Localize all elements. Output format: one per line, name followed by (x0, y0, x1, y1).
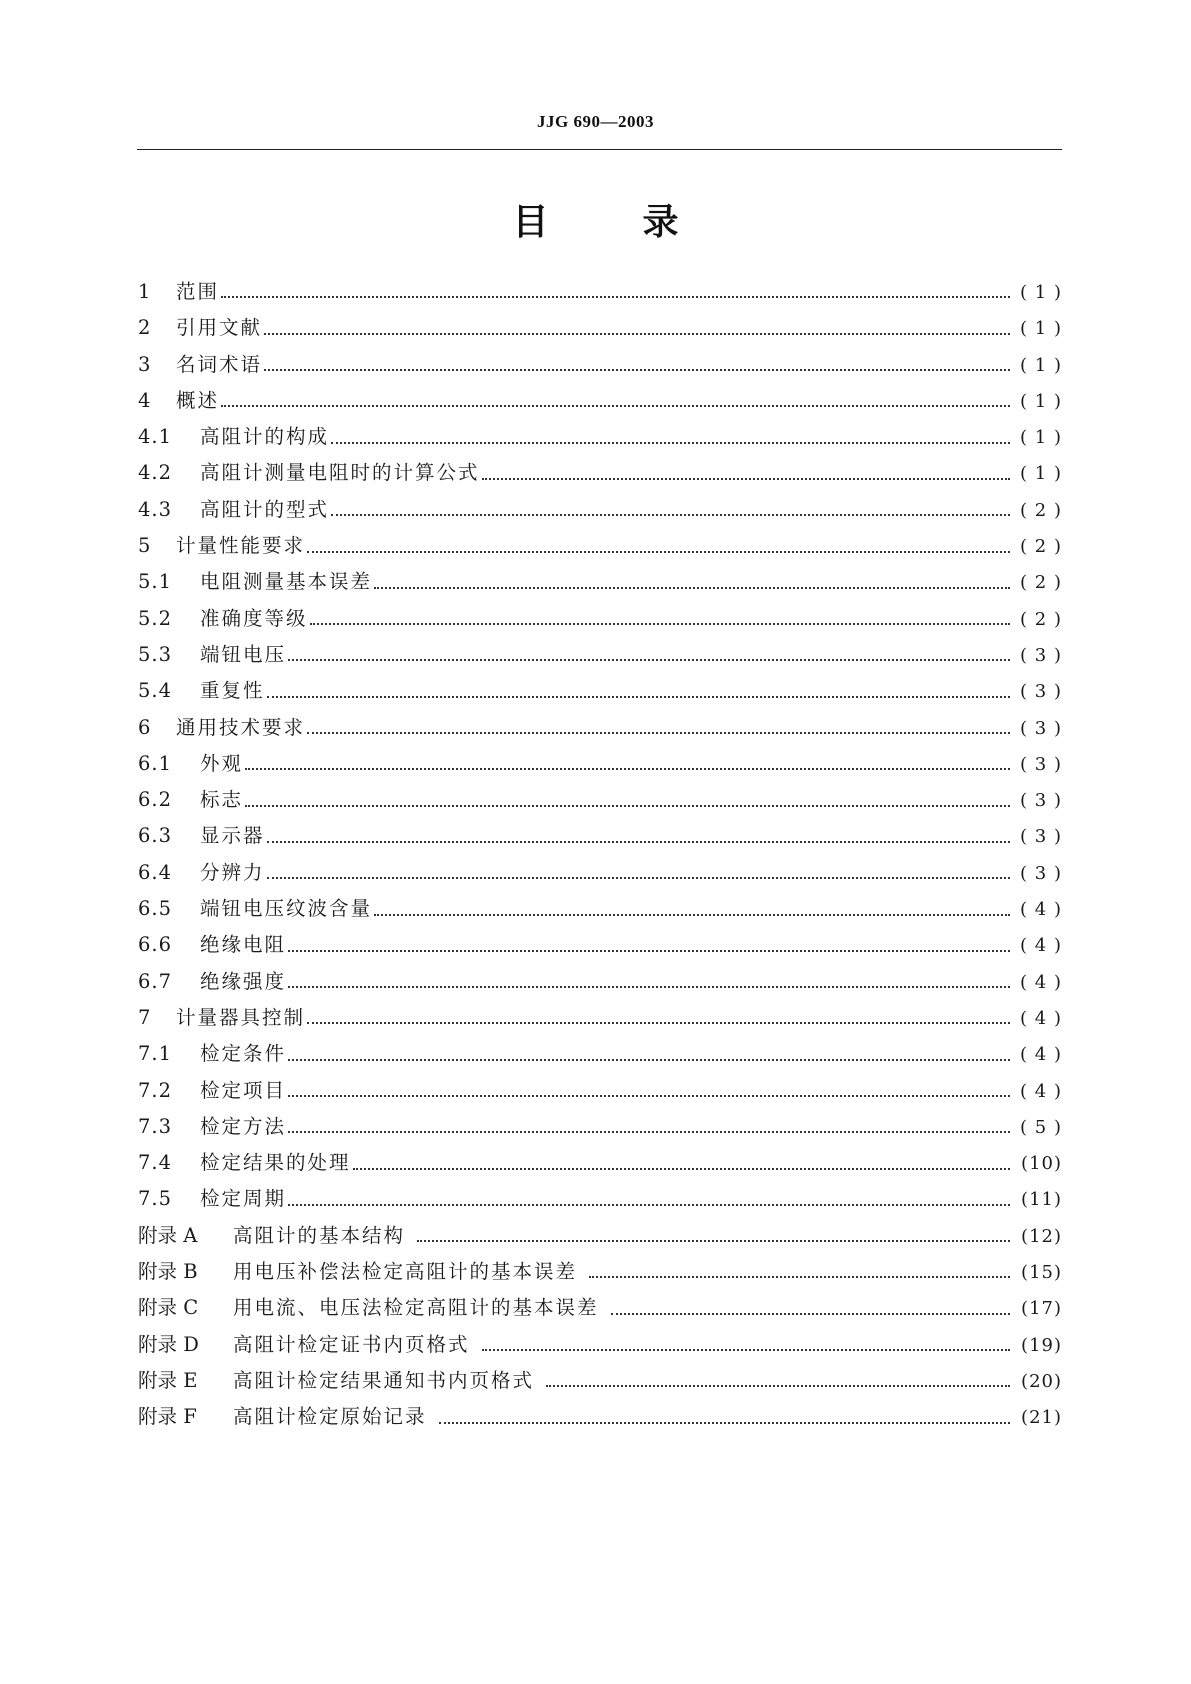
toc-entry-title: 高阻计的基本结构 (233, 1223, 406, 1247)
title-char-1: 目 (512, 202, 549, 243)
toc-entry-page: ( 2 ) (1020, 608, 1062, 630)
toc-entry-number: 4.1 (138, 425, 173, 449)
toc-dot-leader (331, 430, 1010, 450)
toc-entry[interactable] (138, 966, 1062, 1002)
toc-entry-title: 范围 (176, 280, 220, 303)
toc-dot-leader (482, 1337, 1010, 1357)
toc-entry-title: 高阻计的型式 (200, 497, 330, 521)
toc-entry-page: (21) (1021, 1407, 1062, 1429)
toc-entry-page: ( 2 ) (1020, 536, 1062, 558)
toc-entry-title: 标志 (200, 788, 244, 812)
toc-dot-leader (245, 793, 1010, 813)
toc-entry-title: 高阻计测量电阻时的计算公式 (200, 461, 480, 485)
toc-entry[interactable] (138, 784, 1062, 820)
toc-entry-number: 6.7 (138, 969, 173, 993)
toc-entry-number: 附录 C (138, 1296, 199, 1320)
toc-entry[interactable] (138, 1292, 1062, 1328)
toc-entry-page: (10) (1021, 1153, 1062, 1175)
toc-entry-title: 检定项目 (200, 1078, 287, 1102)
toc-dot-leader (331, 502, 1010, 522)
toc-entry-page: ( 1 ) (1020, 318, 1062, 340)
toc-entry-number: 7.2 (138, 1078, 173, 1102)
toc-entry[interactable] (138, 349, 1062, 385)
toc-entry-title: 高阻计检定原始记录 (233, 1405, 427, 1429)
toc-dot-leader (288, 938, 1010, 958)
toc-entry-number: 5.1 (138, 570, 173, 594)
toc-entry-number: 7.1 (138, 1042, 173, 1066)
toc-entry[interactable] (138, 1401, 1062, 1437)
toc-entry-title: 电阻测量基本误差 (200, 570, 373, 594)
toc-dot-leader (267, 829, 1010, 849)
toc-dot-leader (546, 1373, 1010, 1393)
toc-entry-page: ( 3 ) (1020, 717, 1062, 739)
toc-entry-title: 端钮电压纹波含量 (200, 897, 373, 921)
toc-dot-leader (307, 720, 1010, 740)
toc-dot-leader (482, 466, 1010, 486)
toc-entry[interactable] (138, 530, 1062, 566)
toc-entry-page: (15) (1021, 1262, 1062, 1284)
toc-entry-number: 6.2 (138, 788, 173, 812)
toc-entry-title: 端钮电压 (200, 642, 287, 666)
toc-entry-title: 用电流、电压法检定高阻计的基本误差 (233, 1296, 599, 1320)
toc-entry-page: ( 4 ) (1020, 1080, 1062, 1102)
toc-entry-number: 附录 B (138, 1260, 198, 1284)
toc-entry-title: 通用技术要求 (176, 715, 306, 739)
toc-entry-page: ( 4 ) (1020, 971, 1062, 993)
toc-entry-title: 名词术语 (176, 352, 263, 376)
toc-entry[interactable] (138, 1075, 1062, 1111)
toc-entry-page: ( 2 ) (1020, 499, 1062, 521)
toc-entry-number: 5 (138, 534, 152, 558)
toc-entry[interactable] (138, 494, 1062, 530)
toc-entry[interactable] (138, 276, 1062, 312)
toc-dot-leader (264, 321, 1010, 341)
toc-entry[interactable] (138, 1365, 1062, 1401)
toc-entry[interactable] (138, 748, 1062, 784)
toc-entry[interactable] (138, 1147, 1062, 1183)
toc-entry-title: 准确度等级 (200, 606, 308, 630)
running-header: JJG 690—2003 (537, 112, 654, 131)
toc-entry-title: 计量性能要求 (176, 534, 306, 558)
toc-dot-leader (221, 284, 1010, 304)
toc-dot-leader (288, 1192, 1010, 1212)
toc-dot-leader (288, 1119, 1010, 1139)
toc-entry-page: ( 4 ) (1020, 1007, 1062, 1029)
toc-entry[interactable] (138, 1329, 1062, 1365)
toc-entry-number: 附录 E (138, 1368, 198, 1392)
toc-entry-title: 检定结果的处理 (200, 1151, 351, 1175)
title-char-2: 录 (642, 202, 679, 243)
toc-entry[interactable] (138, 675, 1062, 711)
toc-entry-page: (20) (1021, 1370, 1062, 1392)
toc-entry-number: 4 (138, 388, 152, 412)
toc-entry-page: ( 4 ) (1020, 935, 1062, 957)
toc-entry-page: (17) (1021, 1298, 1062, 1320)
toc-entry-number: 4.3 (138, 497, 173, 521)
toc-entry-number: 6.5 (138, 897, 173, 921)
toc-dot-leader (307, 538, 1010, 558)
toc-entry-title: 高阻计检定证书内页格式 (233, 1332, 470, 1356)
toc-entry-number: 6.4 (138, 860, 173, 884)
toc-entry[interactable] (138, 457, 1062, 493)
toc-entry-page: ( 4 ) (1020, 899, 1062, 921)
toc-entry-page: ( 3 ) (1020, 644, 1062, 666)
toc-entry-number: 附录 A (138, 1223, 198, 1247)
toc-entry-number: 5.2 (138, 606, 173, 630)
toc-entry-number: 4.2 (138, 461, 173, 485)
toc-entry-page: ( 1 ) (1020, 354, 1062, 376)
toc-dot-leader (589, 1264, 1010, 1284)
toc-dot-leader (288, 1083, 1010, 1103)
toc-entry-number: 7.3 (138, 1114, 173, 1138)
toc-entry[interactable] (138, 1220, 1062, 1256)
toc-entry[interactable] (138, 566, 1062, 602)
toc-entry-number: 6.1 (138, 751, 173, 775)
toc-dot-leader (310, 611, 1010, 631)
toc-dot-leader (374, 901, 1010, 921)
toc-dot-leader (439, 1410, 1010, 1430)
toc-dot-leader (288, 647, 1010, 667)
toc-dot-leader (288, 1047, 1010, 1067)
toc-entry-title: 检定周期 (200, 1187, 287, 1211)
toc-entry-number: 7.4 (138, 1151, 173, 1175)
toc-entry[interactable] (138, 385, 1062, 421)
toc-entry[interactable] (138, 1111, 1062, 1147)
toc-entry-title: 外观 (200, 751, 244, 775)
toc-dot-leader (307, 1010, 1010, 1030)
toc-entry-title: 检定方法 (200, 1114, 287, 1138)
toc-entry-number: 6.3 (138, 824, 173, 848)
toc-entry-number: 7.5 (138, 1187, 173, 1211)
toc-entry-title: 显示器 (200, 824, 265, 848)
toc-entry[interactable] (138, 603, 1062, 639)
toc-entry-number: 5.4 (138, 679, 173, 703)
toc-entry-number: 7 (138, 1005, 152, 1029)
toc-entry[interactable] (138, 1038, 1062, 1074)
toc-entry-number: 附录 F (138, 1405, 197, 1429)
toc-entry-number: 6.6 (138, 933, 173, 957)
toc-entry-page: ( 5 ) (1020, 1116, 1062, 1138)
toc-entry-number: 3 (138, 352, 152, 376)
toc-dot-leader (374, 575, 1010, 595)
toc-entry[interactable] (138, 857, 1062, 893)
toc-entry-page: (12) (1021, 1225, 1062, 1247)
toc-dot-leader (611, 1301, 1010, 1321)
toc-dot-leader (267, 865, 1010, 885)
toc-entry-title: 绝缘强度 (200, 969, 287, 993)
toc-dot-leader (417, 1228, 1010, 1248)
toc-entry-title: 绝缘电阻 (200, 933, 287, 957)
toc-entry-page: ( 1 ) (1020, 390, 1062, 412)
toc-entry-page: ( 3 ) (1020, 753, 1062, 775)
toc-entry[interactable] (138, 312, 1062, 348)
toc-entry-title: 计量器具控制 (176, 1005, 306, 1029)
toc-entry[interactable] (138, 1183, 1062, 1219)
toc-entry[interactable] (138, 893, 1062, 929)
toc-entry[interactable] (138, 820, 1062, 856)
toc-entry-number: 5.3 (138, 642, 173, 666)
toc-entry-number: 1 (138, 280, 152, 303)
toc-entry-page: ( 3 ) (1020, 681, 1062, 703)
toc-entry-title: 分辨力 (200, 860, 265, 884)
toc-dot-leader (288, 974, 1010, 994)
page-title (0, 194, 1191, 245)
toc-entry-title: 用电压补偿法检定高阻计的基本误差 (233, 1260, 578, 1284)
toc-entry[interactable] (138, 1256, 1062, 1292)
toc-dot-leader (353, 1156, 1010, 1176)
toc-entry-page: ( 3 ) (1020, 790, 1062, 812)
toc-dot-leader (267, 684, 1010, 704)
toc-entry-page: ( 1 ) (1020, 463, 1062, 485)
toc-entry-number: 2 (138, 316, 152, 340)
toc-entry-page: ( 3 ) (1020, 826, 1062, 848)
toc-entry-title: 高阻计的构成 (200, 425, 330, 449)
toc-dot-leader (245, 756, 1010, 776)
table-of-contents (138, 276, 1062, 1438)
toc-entry-title: 概述 (176, 388, 220, 412)
toc-dot-leader (264, 357, 1010, 377)
toc-entry[interactable] (138, 1002, 1062, 1038)
toc-entry-title: 检定条件 (200, 1042, 287, 1066)
toc-entry-page: (11) (1021, 1189, 1062, 1211)
toc-entry-number: 附录 D (138, 1332, 199, 1356)
toc-entry-page: ( 1 ) (1020, 282, 1062, 303)
toc-entry[interactable] (138, 421, 1062, 457)
toc-entry-number: 6 (138, 715, 152, 739)
toc-entry-page: ( 3 ) (1020, 862, 1062, 884)
toc-entry-title: 重复性 (200, 679, 265, 703)
toc-entry[interactable] (138, 639, 1062, 675)
toc-entry-page: ( 2 ) (1020, 572, 1062, 594)
toc-dot-leader (221, 393, 1010, 413)
header-rule (137, 149, 1062, 150)
toc-entry[interactable] (138, 712, 1062, 748)
toc-entry-page: (19) (1021, 1334, 1062, 1356)
toc-entry-title: 引用文献 (176, 316, 263, 340)
toc-entry[interactable] (138, 929, 1062, 965)
toc-entry-title: 高阻计检定结果通知书内页格式 (233, 1368, 535, 1392)
toc-entry-page: ( 1 ) (1020, 427, 1062, 449)
toc-entry-page: ( 4 ) (1020, 1044, 1062, 1066)
